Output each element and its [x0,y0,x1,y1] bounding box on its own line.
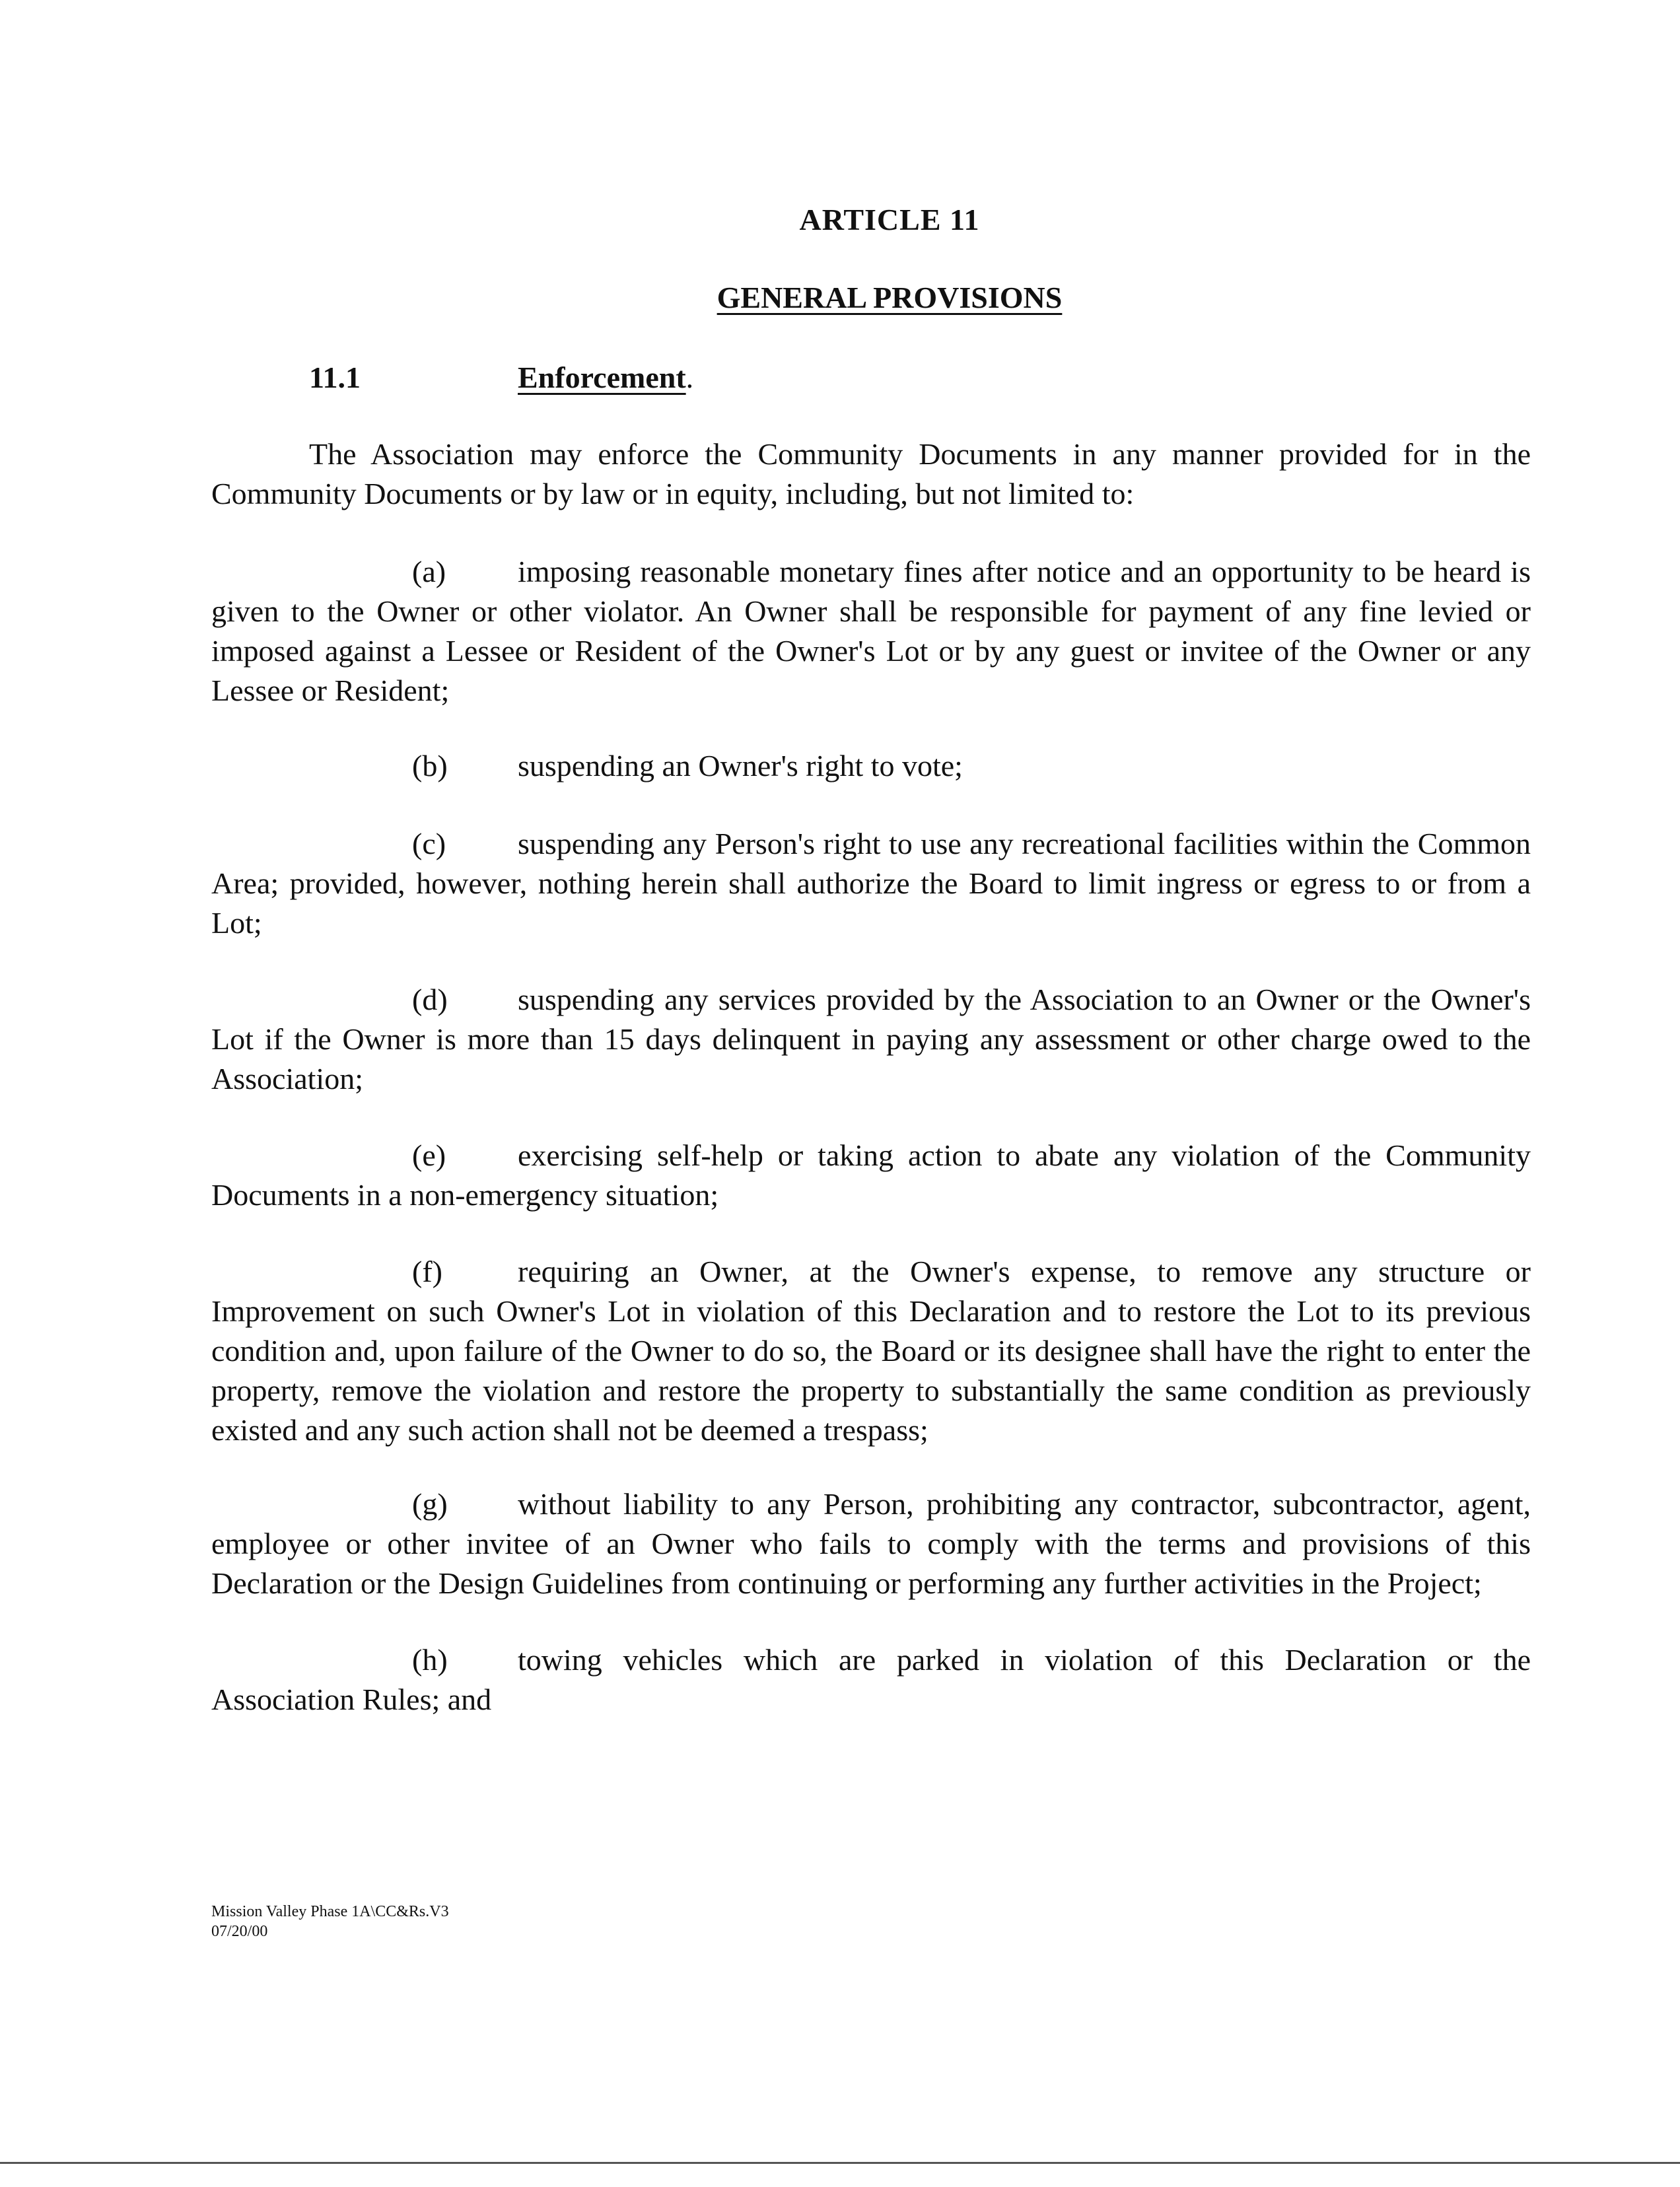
item-text: suspending any Person's right to use any recreational facilities within the Common Area; provided, however, nothing herein shall authorize the Board to limit ingress or egress to or from a Lot; [211,827,1531,940]
item-text: suspending an Owner's right to vote; [518,749,963,782]
bottom-rule [0,2162,1680,2164]
item-text: imposing reasonable monetary fines after notice and an opportunity to be heard is given to the Owner or other violator. An Owner shall be responsible for payment of any fine levied or imposed against a Lessee or Resident of the Owner's Lot or by any guest or invitee of the Owner or any Lessee or Resident; [211,555,1531,707]
item-letter: (c) [412,827,446,860]
item-letter: (d) [412,983,448,1016]
list-item-h [211,1640,1531,1719]
item-text: requiring an Owner, at the Owner's expense, to remove any structure or Improvement on such Owner's Lot in violation of this Declaration and to restore the Lot to its previous condition and, upon failure of the Owner to do so, the Board or its designee shall have the right to enter the property, remove the violation and restore the property to substantially the same condition as previously existed and any such action shall not be deemed a trespass; [211,1255,1531,1447]
list-item-f [211,1252,1531,1450]
document-footer [211,1902,449,1941]
item-letter: (g) [412,1487,448,1521]
intro-paragraph: The Association may enforce the Community Documents in any manner provided for in the Community Documents or by law or in equity, including, but not limited to: [211,437,1531,510]
item-letter: (e) [412,1138,446,1172]
item-text: suspending any services provided by the Association to an Owner or the Owner's Lot if the Owner is more than 15 days delinquent in paying any assessment or other charge owed to the Association; [211,983,1531,1095]
list-item-c [211,824,1531,943]
list-item-e [211,1136,1531,1215]
article-heading: ARTICLE 11 [799,203,980,236]
section-title-period: . [685,361,694,394]
list-item-d [211,980,1531,1099]
list-item-a [211,552,1531,711]
list-item-g [211,1484,1531,1603]
section-heading [309,360,693,395]
item-text: exercising self-help or taking action to abate any violation of the Community Documents in a non-emergency situation; [211,1138,1531,1212]
item-letter: (f) [412,1255,442,1288]
item-text: without liability to any Person, prohibiting any contractor, subcontractor, agent, employee or other invitee of an Owner who fails to comply with the terms and provisions of this Declaration or the Design Guidelines from continuing or performing any further activities in the Project; [211,1487,1531,1600]
item-letter: (b) [412,749,448,782]
list-item-b [211,746,1531,786]
footer-date: 07/20/00 [211,1923,268,1940]
footer-file-reference: Mission Valley Phase 1A\CC&Rs.V3 [211,1903,449,1920]
section-number: 11.1 [309,361,361,394]
section-title: Enforcement [518,361,686,394]
item-letter: (h) [412,1643,448,1677]
item-letter: (a) [412,555,446,588]
item-text: towing vehicles which are parked in violation of this Declaration or the Association Rules; and [211,1643,1531,1716]
article-subheading: GENERAL PROVISIONS [717,281,1063,314]
